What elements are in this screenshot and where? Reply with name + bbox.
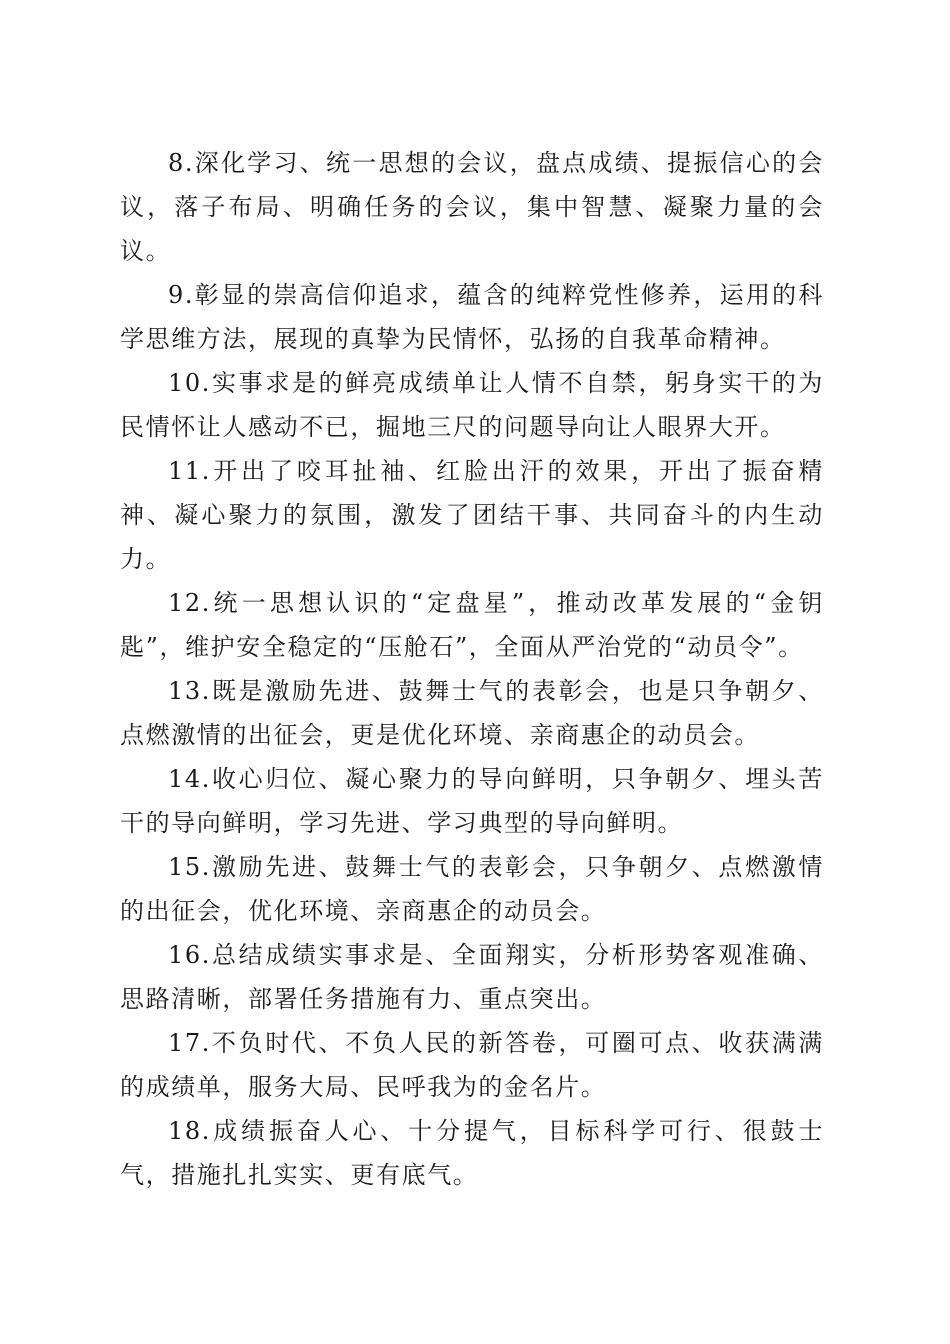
paragraph-17: [120, 1021, 824, 1109]
paragraph-8: [120, 141, 824, 273]
paragraph-9: [120, 273, 824, 361]
paragraph-text: 激励先进、鼓舞士气的表彰会，只争朝夕、点燃激情的出征会，优化环境、亲商惠企的动员会。: [120, 853, 824, 925]
paragraph-number: 16.: [168, 941, 211, 969]
paragraph-number: 13.: [168, 677, 211, 705]
paragraph-13: [120, 669, 824, 757]
paragraph-16: [120, 933, 824, 1021]
paragraph-number: 11.: [168, 457, 211, 485]
paragraph-15: [120, 845, 824, 933]
paragraph-11: [120, 449, 824, 581]
paragraph-number: 12.: [168, 589, 211, 617]
paragraph-10: [120, 361, 824, 449]
paragraph-number: 8.: [168, 149, 195, 177]
paragraph-text: 彰显的崇高信仰追求，蕴含的纯粹党性修养，运用的科学思维方法，展现的真挚为民情怀，弘扬的自我革命精神。: [120, 281, 824, 353]
paragraph-number: 15.: [168, 853, 211, 881]
paragraph-text: 总结成绩实事求是、全面翔实，分析形势客观准确、思路清晰，部署任务措施有力、重点突出。: [120, 941, 824, 1013]
paragraph-number: 10.: [168, 369, 211, 397]
paragraph-text: 深化学习、统一思想的会议，盘点成绩、提振信心的会议，落子布局、明确任务的会议，集中智慧、凝聚力量的会议。: [120, 149, 824, 265]
paragraph-number: 14.: [168, 765, 211, 793]
paragraph-text: 收心归位、凝心聚力的导向鲜明，只争朝夕、埋头苦干的导向鲜明，学习先进、学习典型的导向鲜明。: [120, 765, 824, 837]
paragraph-number: 17.: [168, 1029, 211, 1057]
paragraph-14: [120, 757, 824, 845]
document-body: [120, 141, 824, 1197]
paragraph-text: 实事求是的鲜亮成绩单让人情不自禁，躬身实干的为民情怀让人感动不已，掘地三尺的问题导向让人眼界大开。: [120, 369, 824, 441]
paragraph-text: 统一思想认识的“定盘星”，推动改革发展的“金钥匙”，维护安全稳定的“压舱石”，全面从严治党的“动员令”。: [120, 589, 824, 661]
paragraph-number: 9.: [168, 281, 195, 309]
paragraph-12: [120, 581, 824, 669]
paragraph-number: 18.: [168, 1117, 211, 1145]
paragraph-text: 开出了咬耳扯袖、红脸出汗的效果，开出了振奋精神、凝心聚力的氛围，激发了团结干事、共同奋斗的内生动力。: [120, 457, 824, 573]
paragraph-text: 不负时代、不负人民的新答卷，可圈可点、收获满满的成绩单，服务大局、民呼我为的金名片。: [120, 1029, 824, 1101]
paragraph-text: 既是激励先进、鼓舞士气的表彰会，也是只争朝夕、点燃激情的出征会，更是优化环境、亲商惠企的动员会。: [120, 677, 824, 749]
paragraph-18: [120, 1109, 824, 1197]
paragraph-text: 成绩振奋人心、十分提气，目标科学可行、很鼓士气，措施扎扎实实、更有底气。: [120, 1117, 824, 1189]
